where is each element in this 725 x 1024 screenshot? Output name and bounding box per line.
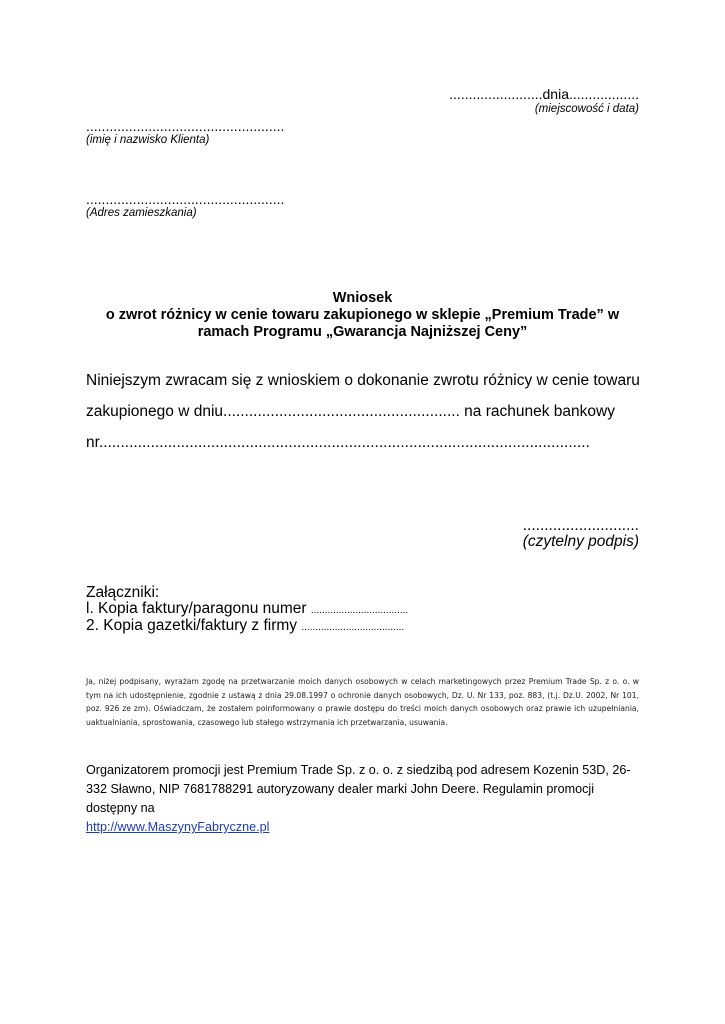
place-date-caption: (miejscowość i data) xyxy=(534,103,639,115)
attachment-item-1 xyxy=(86,600,408,618)
title-line-1: Wniosek xyxy=(332,290,393,306)
footer-text: Organizatorem promocji jest Premium Trade Sp. z o. o. z siedzibą pod adresem Kozenin 53D, 26-332 Sławno, NIP 7681788291 autoryzowany dealer marki John Deere. Regulamin promocji dostępny na xyxy=(86,763,631,815)
address-caption: (Adres zamieszkania) xyxy=(86,207,197,219)
attachment-item-2-label: 2. Kopia gazetki/faktury z firmy xyxy=(86,617,298,634)
regulations-link[interactable]: http://www.MaszynyFabryczne.pl xyxy=(86,820,270,834)
client-name-line: ................................................... xyxy=(86,118,285,134)
attachment-item-2-dots: ..................................... xyxy=(301,622,405,633)
attachment-item-1-label: l. Kopia faktury/paragonu numer xyxy=(86,600,307,617)
consent-clause: Ja, niżej podpisany, wyrażam zgodę na przetwarzanie moich danych osobowych w celach marketingowych przez Premium Trade Sp. z o. o. w tym na ich udostępnienie, zgodnie z ustawą z dnia 29.08.1997 o ochronie danych osobowych, Dz. U. Nr 133, poz. 883, (t.j. Dz.U. 2002, Nr 101, poz. 926 ze zm). Oświadczam, że zostałem poinformowany o prawie dostępu do treści moich danych osobowych oraz prawie ich uzupełniania, uaktualniania, sprostowania, czasowego lub stałego wstrzymania ich przetwarzania, usuwania. xyxy=(86,677,639,728)
place-date-line: ........................dnia.................. xyxy=(449,86,639,102)
address-line: ................................................... xyxy=(86,191,285,207)
body-line-3: nr.................................................................................................................. xyxy=(86,434,590,451)
attachments-heading: Załączniki: xyxy=(86,584,160,601)
title-line-2: o zwrot różnicy w cenie towaru zakupionego w sklepie „Premium Trade” w xyxy=(105,307,620,323)
body-line-1: Niniejszym zwracam się z wnioskiem o dokonanie zwrotu różnicy w cenie towaru xyxy=(86,372,640,389)
attachment-item-1-dots: ................................... xyxy=(310,605,409,616)
attachment-item-2 xyxy=(86,617,404,635)
signature-caption: (czytelny podpis) xyxy=(522,533,639,550)
document-title xyxy=(60,290,665,341)
client-name-caption: (imię i nazwisko Klienta) xyxy=(86,134,210,146)
footer-note xyxy=(86,761,646,837)
signature-line: ........................... xyxy=(522,517,639,534)
title-line-3: ramach Programu „Gwarancja Najniższej Ceny” xyxy=(197,324,528,340)
body-line-2: zakupionego w dniu....................................................... na rachunek bankowy xyxy=(86,403,615,420)
